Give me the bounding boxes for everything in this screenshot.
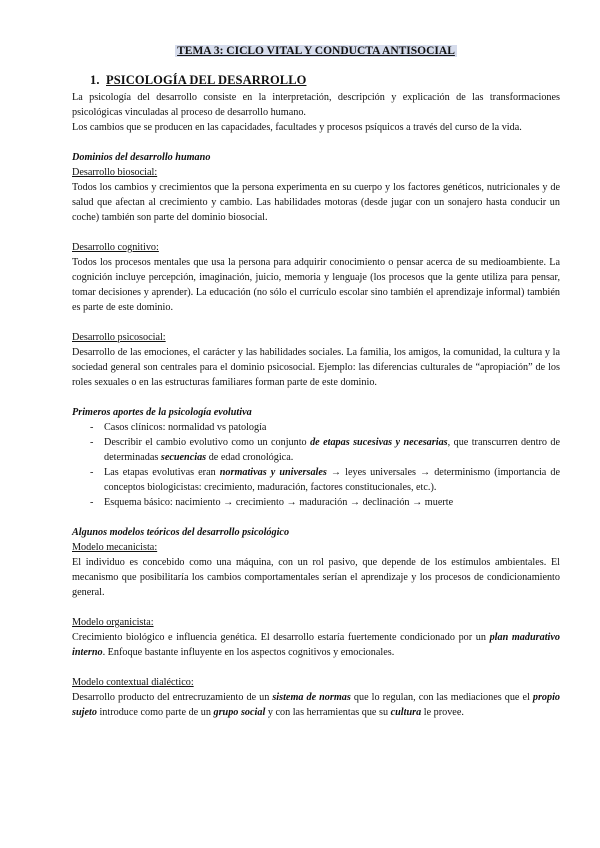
mecanicista-text: El individuo es concebido como una máquina, con un rol pasivo, que depende de los estímulos ambientales. El mecanismo que posibilitaría los cambios comportamentales serían el aprendizaje y los procesos de condicionamiento general. [72,557,560,598]
paragraph-changes: Los cambios que se producen en las capacidades, facultades y procesos psíquicos a través del curso de la vida. [72,122,522,133]
paragraph-definition: La psicología del desarrollo consiste en la interpretación, descripción y explicación de las transformaciones psicológicas vinculadas al proceso de desarrollo humano. [72,92,560,118]
cognitivo-title: Desarrollo cognitivo: [72,242,159,253]
biosocial-title: Desarrollo biosocial: [72,167,158,178]
list-item: - Describir el cambio evolutivo como un conjunto de etapas sucesivas y necesarias, que transcurren dentro de determinadas secuencias de edad cronológica. [72,435,560,465]
organicista-title: Modelo organicista: [72,617,154,628]
cognitivo-text: Todos los procesos mentales que usa la persona para adquirir conocimiento o pensar acerca de su medioambiente. La cognición incluye percepción, imaginación, juicio, memoria y lenguaje (los procesos que la gente utiliza para pensar, tomar decisiones y aprender). La educación (no sólo el currículo escolar sino también el aprendizaje informal) también es parte de este dominio. [72,257,560,313]
mecanicista-title: Modelo mecanicista: [72,542,158,553]
document-title: TEMA 3: CICLO VITAL Y CONDUCTA ANTISOCIAL [177,45,455,57]
dialectico-text: Desarrollo producto del entrecruzamiento de un sistema de normas que lo regulan, con las mediaciones que el propio sujeto introduce como parte de un grupo social y con las herramientas que su cultura le provee. [72,692,561,718]
section-heading: 1. PSICOLOGÍA DEL DESARROLLO [90,73,307,87]
list-item: - Casos clínicos: normalidad vs patología [72,420,560,435]
list-item: - Esquema básico: nacimiento → crecimiento → maduración → declinación → muerte [72,495,560,510]
dialectico-title: Modelo contextual dialéctico: [72,677,194,688]
aportes-list [72,420,560,510]
psicosocial-text: Desarrollo de las emociones, el carácter y las habilidades sociales. La familia, los amigos, la comunidad, la cultura y la sociedad general son centrales para el dominio psicosocial. Ejemplo: las diferencias culturales de “apropiación” de los roles sexuales o en las estructuras familiares forman parte de este dominio. [72,347,560,388]
biosocial-text: Todos los cambios y crecimientos que la persona experimenta en su cuerpo y los factores genéticos, nutricionales y de salud que afectan al crecimiento y cambio. Las habilidades motoras (desde jugar con un sonajero hasta conducir un coche) también son parte del dominio biosocial. [72,182,560,223]
dominios-heading: Dominios del desarrollo humano [72,152,211,163]
modelos-heading: Algunos modelos teóricos del desarrollo psicológico [72,527,290,538]
organicista-text: Crecimiento biológico e influencia genética. El desarrollo estaría fuertemente condicionado por un plan madurativo interno. Enfoque bastante influyente en los aspectos cognitivos y emocionales. [72,632,560,658]
list-item: - Las etapas evolutivas eran normativas y universales → leyes universales → determinismo (importancia de conceptos biologicistas: crecimiento, maduración, factores constitucionales, etc.). [72,465,560,495]
psicosocial-title: Desarrollo psicosocial: [72,332,166,343]
document-page [72,44,560,720]
aportes-heading: Primeros aportes de la psicología evolutiva [72,407,252,418]
